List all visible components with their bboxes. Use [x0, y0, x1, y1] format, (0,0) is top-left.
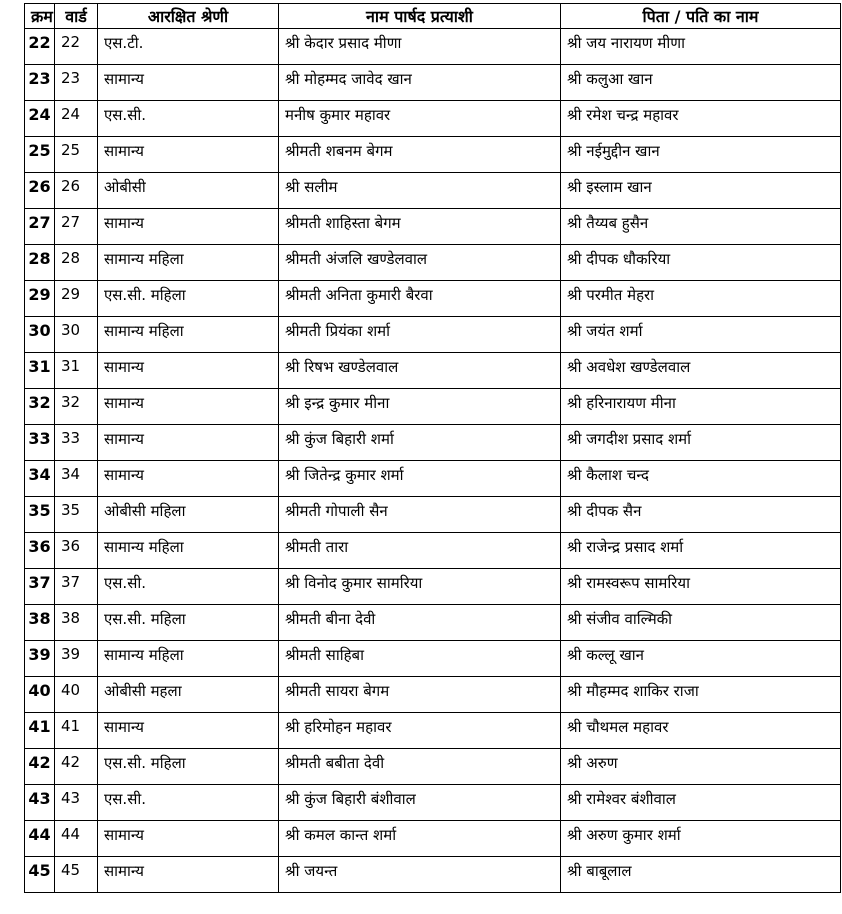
- serial-number-cell: 25: [25, 137, 55, 173]
- candidate-name-cell: श्री कुंज बिहारी बंशीवाल: [279, 785, 561, 821]
- header-row: [25, 4, 841, 29]
- serial-number-cell: 26: [25, 173, 55, 209]
- category-cell: एस.सी. महिला: [98, 749, 279, 785]
- candidate-name-cell: श्रीमती साहिबा: [279, 641, 561, 677]
- ward-cell: 22: [55, 29, 98, 65]
- category-cell: सामान्य: [98, 713, 279, 749]
- table-row: [25, 389, 841, 425]
- candidate-name-cell: श्री विनोद कुमार सामरिया: [279, 569, 561, 605]
- father-name-cell: श्री बाबूलाल: [561, 857, 841, 893]
- ward-cell: 28: [55, 245, 98, 281]
- ward-cell: 44: [55, 821, 98, 857]
- serial-number-cell: 36: [25, 533, 55, 569]
- candidate-name-cell: श्री सलीम: [279, 173, 561, 209]
- ward-cell: 41: [55, 713, 98, 749]
- father-name-cell: श्री हरिनारायण मीना: [561, 389, 841, 425]
- candidate-name-cell: श्रीमती गोपाली सैन: [279, 497, 561, 533]
- father-name-cell: श्री कल्लू खान: [561, 641, 841, 677]
- ward-cell: 38: [55, 605, 98, 641]
- candidate-name-cell: मनीष कुमार महावर: [279, 101, 561, 137]
- serial-number-cell: 27: [25, 209, 55, 245]
- table-row: [25, 785, 841, 821]
- candidate-name-cell: श्रीमती अनिता कुमारी बैरवा: [279, 281, 561, 317]
- table-row: [25, 209, 841, 245]
- table-row: [25, 749, 841, 785]
- serial-number-cell: 42: [25, 749, 55, 785]
- category-cell: सामान्य महिला: [98, 533, 279, 569]
- table-row: [25, 101, 841, 137]
- father-name-cell: श्री मौहम्मद शाकिर राजा: [561, 677, 841, 713]
- candidate-name-cell: श्री केदार प्रसाद मीणा: [279, 29, 561, 65]
- category-cell: एस.सी. महिला: [98, 281, 279, 317]
- table-header: [25, 4, 841, 29]
- category-cell: एस.सी.: [98, 101, 279, 137]
- candidate-name-cell: श्री मोहम्मद जावेद खान: [279, 65, 561, 101]
- father-name-cell: श्री कैलाश चन्द: [561, 461, 841, 497]
- father-name-cell: श्री रमेश चन्द्र महावर: [561, 101, 841, 137]
- ward-cell: 25: [55, 137, 98, 173]
- ward-cell: 42: [55, 749, 98, 785]
- header-serial-number: क्रम: [25, 4, 55, 29]
- category-cell: सामान्य: [98, 65, 279, 101]
- candidate-name-cell: श्री कुंज बिहारी शर्मा: [279, 425, 561, 461]
- table-row: [25, 245, 841, 281]
- candidate-name-cell: श्री रिषभ खण्डेलवाल: [279, 353, 561, 389]
- candidate-name-cell: श्रीमती शाहिस्ता बेगम: [279, 209, 561, 245]
- ward-cell: 23: [55, 65, 98, 101]
- ward-cell: 30: [55, 317, 98, 353]
- table-row: [25, 857, 841, 893]
- category-cell: सामान्य महिला: [98, 245, 279, 281]
- candidate-name-cell: श्री जितेन्द्र कुमार शर्मा: [279, 461, 561, 497]
- category-cell: सामान्य महिला: [98, 641, 279, 677]
- table-row: [25, 425, 841, 461]
- ward-cell: 29: [55, 281, 98, 317]
- serial-number-cell: 23: [25, 65, 55, 101]
- ward-cell: 45: [55, 857, 98, 893]
- header-candidate-name: नाम पार्षद प्रत्याशी: [279, 4, 561, 29]
- father-name-cell: श्री संजीव वाल्मिकी: [561, 605, 841, 641]
- serial-number-cell: 35: [25, 497, 55, 533]
- serial-number-cell: 24: [25, 101, 55, 137]
- table-row: [25, 137, 841, 173]
- father-name-cell: श्री अरुण कुमार शर्मा: [561, 821, 841, 857]
- serial-number-cell: 30: [25, 317, 55, 353]
- table-row: [25, 353, 841, 389]
- ward-cell: 43: [55, 785, 98, 821]
- ward-cell: 31: [55, 353, 98, 389]
- table-row: [25, 605, 841, 641]
- table-row: [25, 497, 841, 533]
- serial-number-cell: 39: [25, 641, 55, 677]
- ward-cell: 34: [55, 461, 98, 497]
- father-name-cell: श्री अरुण: [561, 749, 841, 785]
- father-name-cell: श्री चौथमल महावर: [561, 713, 841, 749]
- father-name-cell: श्री राजेन्द्र प्रसाद शर्मा: [561, 533, 841, 569]
- father-name-cell: श्री नईमुद्दीन खान: [561, 137, 841, 173]
- category-cell: सामान्य: [98, 137, 279, 173]
- serial-number-cell: 28: [25, 245, 55, 281]
- category-cell: सामान्य महिला: [98, 317, 279, 353]
- table-row: [25, 65, 841, 101]
- category-cell: एस.टी.: [98, 29, 279, 65]
- category-cell: सामान्य: [98, 425, 279, 461]
- candidate-table: [24, 3, 841, 893]
- table-body: [25, 29, 841, 893]
- category-cell: एस.सी.: [98, 569, 279, 605]
- ward-cell: 33: [55, 425, 98, 461]
- candidate-name-cell: श्रीमती बबीता देवी: [279, 749, 561, 785]
- candidate-name-cell: श्री हरिमोहन महावर: [279, 713, 561, 749]
- category-cell: सामान्य: [98, 353, 279, 389]
- table-row: [25, 281, 841, 317]
- ward-cell: 39: [55, 641, 98, 677]
- table-row: [25, 641, 841, 677]
- father-name-cell: श्री अवधेश खण्डेलवाल: [561, 353, 841, 389]
- serial-number-cell: 41: [25, 713, 55, 749]
- ward-cell: 40: [55, 677, 98, 713]
- candidate-name-cell: श्री जयन्त: [279, 857, 561, 893]
- father-name-cell: श्री दीपक सैन: [561, 497, 841, 533]
- ward-cell: 32: [55, 389, 98, 425]
- serial-number-cell: 29: [25, 281, 55, 317]
- table-row: [25, 317, 841, 353]
- candidate-name-cell: श्रीमती प्रियंका शर्मा: [279, 317, 561, 353]
- category-cell: ओबीसी महिला: [98, 497, 279, 533]
- table-row: [25, 821, 841, 857]
- table-row: [25, 569, 841, 605]
- header-reserved-category: आरक्षित श्रेणी: [98, 4, 279, 29]
- ward-cell: 27: [55, 209, 98, 245]
- category-cell: सामान्य: [98, 461, 279, 497]
- header-father-husband-name: पिता / पति का नाम: [561, 4, 841, 29]
- father-name-cell: श्री दीपक धौकरिया: [561, 245, 841, 281]
- father-name-cell: श्री जय नारायण मीणा: [561, 29, 841, 65]
- father-name-cell: श्री इस्लाम खान: [561, 173, 841, 209]
- candidate-name-cell: श्रीमती तारा: [279, 533, 561, 569]
- ward-cell: 35: [55, 497, 98, 533]
- father-name-cell: श्री जगदीश प्रसाद शर्मा: [561, 425, 841, 461]
- candidate-name-cell: श्रीमती बीना देवी: [279, 605, 561, 641]
- candidate-name-cell: श्रीमती शबनम बेगम: [279, 137, 561, 173]
- serial-number-cell: 31: [25, 353, 55, 389]
- father-name-cell: श्री तैय्यब हुसैन: [561, 209, 841, 245]
- serial-number-cell: 38: [25, 605, 55, 641]
- table-row: [25, 173, 841, 209]
- serial-number-cell: 34: [25, 461, 55, 497]
- category-cell: एस.सी. महिला: [98, 605, 279, 641]
- serial-number-cell: 43: [25, 785, 55, 821]
- father-name-cell: श्री कलुआ खान: [561, 65, 841, 101]
- category-cell: सामान्य: [98, 209, 279, 245]
- father-name-cell: श्री रामस्वरूप सामरिया: [561, 569, 841, 605]
- table-row: [25, 29, 841, 65]
- ward-cell: 24: [55, 101, 98, 137]
- ward-cell: 37: [55, 569, 98, 605]
- serial-number-cell: 45: [25, 857, 55, 893]
- father-name-cell: श्री परमीत मेहरा: [561, 281, 841, 317]
- table-row: [25, 677, 841, 713]
- serial-number-cell: 32: [25, 389, 55, 425]
- category-cell: सामान्य: [98, 821, 279, 857]
- category-cell: एस.सी.: [98, 785, 279, 821]
- category-cell: सामान्य: [98, 857, 279, 893]
- ward-cell: 26: [55, 173, 98, 209]
- table-row: [25, 533, 841, 569]
- candidate-name-cell: श्रीमती सायरा बेगम: [279, 677, 561, 713]
- candidate-name-cell: श्री इन्द्र कुमार मीना: [279, 389, 561, 425]
- serial-number-cell: 22: [25, 29, 55, 65]
- father-name-cell: श्री जयंत शर्मा: [561, 317, 841, 353]
- serial-number-cell: 44: [25, 821, 55, 857]
- category-cell: सामान्य: [98, 389, 279, 425]
- father-name-cell: श्री रामेश्वर बंशीवाल: [561, 785, 841, 821]
- category-cell: ओबीसी: [98, 173, 279, 209]
- candidate-name-cell: श्रीमती अंजलि खण्डेलवाल: [279, 245, 561, 281]
- header-ward: वार्ड: [55, 4, 98, 29]
- serial-number-cell: 33: [25, 425, 55, 461]
- serial-number-cell: 40: [25, 677, 55, 713]
- serial-number-cell: 37: [25, 569, 55, 605]
- ward-cell: 36: [55, 533, 98, 569]
- table-row: [25, 713, 841, 749]
- candidate-name-cell: श्री कमल कान्त शर्मा: [279, 821, 561, 857]
- table-row: [25, 461, 841, 497]
- category-cell: ओबीसी महला: [98, 677, 279, 713]
